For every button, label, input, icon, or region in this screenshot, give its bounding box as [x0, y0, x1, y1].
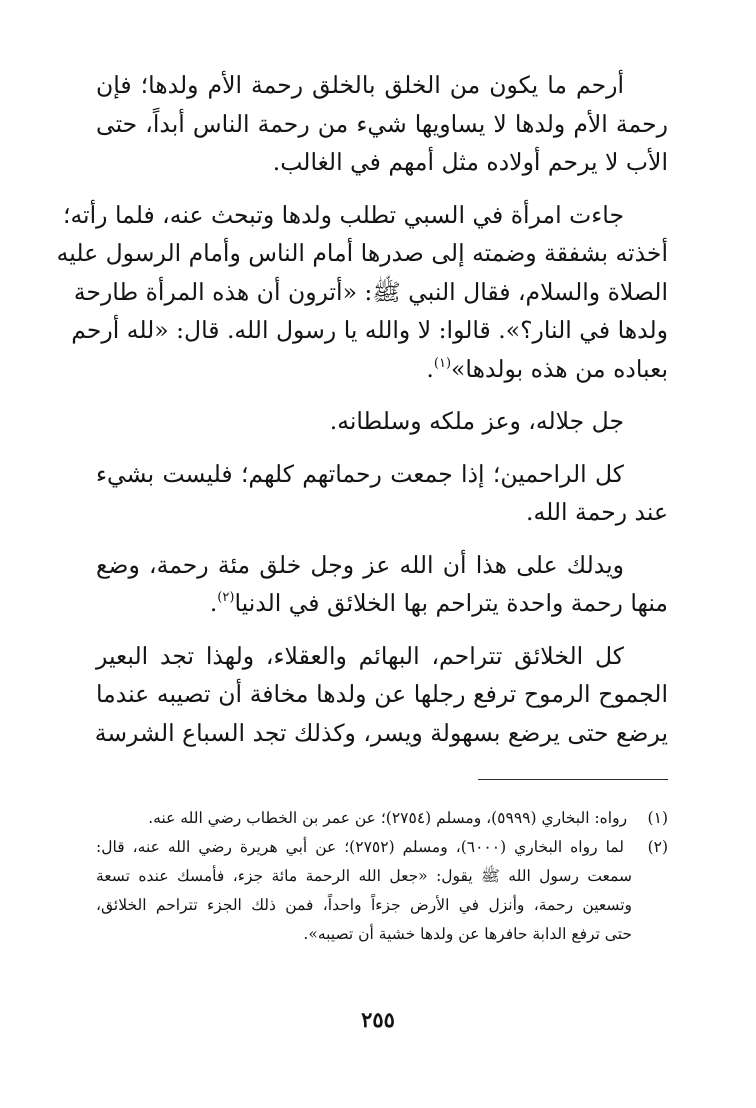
footnote-text: لما رواه البخاري (٦٠٠٠)، ومسلم (٢٧٥٢)؛ عن أبي هريرة رضي الله عنه، قال: [96, 838, 624, 856]
footnote-ref-2[interactable]: (٢) [217, 590, 235, 605]
paragraph-3 [96, 402, 668, 441]
paragraph-6 [96, 637, 668, 753]
text-line-content: بعباده من هذه بولدها» [451, 354, 668, 383]
text-line: جاءت امرأة في السبي تطلب ولدها وتبحث عنه، فلما رأته؛ [62, 200, 624, 229]
page-number: ٢٥٥ [361, 1007, 395, 1032]
footnote-2 [96, 833, 668, 949]
paragraph-2 [56, 196, 668, 389]
text-line: ويدلك على هذا أن الله عز وجل خلق مئة رحمة، وضع [96, 550, 624, 579]
text-line: بعباده من هذه بولدها»$^{(١)}$. [426, 354, 668, 383]
text-line: الصلاة والسلام، فقال النبي ﷺ: «أترون أن هذه المرأة طارحة [73, 277, 668, 306]
text-line: ولدها في النار؟». قالوا: لا والله يا رسول الله. قال: «لله أرحم [71, 316, 668, 344]
footnote-ref-1[interactable]: (١) [433, 355, 452, 371]
paragraph-5 [96, 546, 668, 623]
text-line: الأب لا يرحم أولاده مثل أمهم في الغالب. [272, 148, 668, 176]
text-line: كل الراحمين؛ إذا جمعت رحماتهم كلهم؛ فليست بشيء [96, 459, 624, 488]
text-line: الجموح الرموح ترفع رجلها عن ولدها مخافة أن تصيبه عندما [96, 680, 668, 708]
text-line: أخذته بشفقة وضمته إلى صدرها أمام الناس وأمام الرسول عليه [56, 239, 668, 267]
footnote-separator [478, 779, 668, 780]
footnote-line [96, 804, 668, 833]
text-line: كل الخلائق تتراحم، البهائم والعقلاء، ولهذا تجد البعير [96, 641, 624, 670]
text-line: يرضع حتى يرضع بسهولة ويسر، وكذلك تجد السباع الشرسة [94, 718, 668, 747]
footnote-line [96, 833, 668, 862]
text-line: أرحم ما يكون من الخلق بالخلق رحمة الأم ولدها؛ فإن [96, 71, 624, 99]
footnote-text: رواه: البخاري (٥٩٩٩)، ومسلم (٢٧٥٤)؛ عن عمر بن الخطاب رضي الله عنه. [148, 809, 628, 827]
text-line: عند رحمة الله. [526, 498, 668, 526]
text-line: رحمة الأم ولدها لا يساويها شيء من رحمة الناس أبداً، حتى [96, 109, 668, 138]
text-line: جل جلاله، وعز ملكه وسلطانه. [329, 407, 624, 435]
footnote-line: سمعت رسول الله ﷺ يقول: «جعل الله الرحمة مائة جزء، فأمسك عنده تسعة [96, 867, 632, 885]
footnote-1 [96, 804, 668, 833]
body-text [56, 66, 668, 766]
text-line: منها رحمة واحدة يتراحم بها الخلائق في الدنيا$^{(٢)}$. [209, 589, 668, 617]
paragraph-4 [96, 455, 668, 532]
footnote-number: (١) [647, 809, 668, 827]
footnote-number: (٢) [647, 838, 669, 856]
footnotes [96, 804, 668, 949]
footnote-line: وتسعين رحمة، وأنزل في الأرض جزءاً واحداً، فمن ذلك الجزء تتراحم الخلائق، [96, 896, 632, 914]
footnote-line: حتى ترفع الدابة حافرها عن ولدها خشية أن تصيبه». [303, 925, 632, 943]
paragraph-1 [96, 66, 668, 182]
text-line-content: منها رحمة واحدة يتراحم بها الخلائق في الدنيا [234, 589, 668, 617]
